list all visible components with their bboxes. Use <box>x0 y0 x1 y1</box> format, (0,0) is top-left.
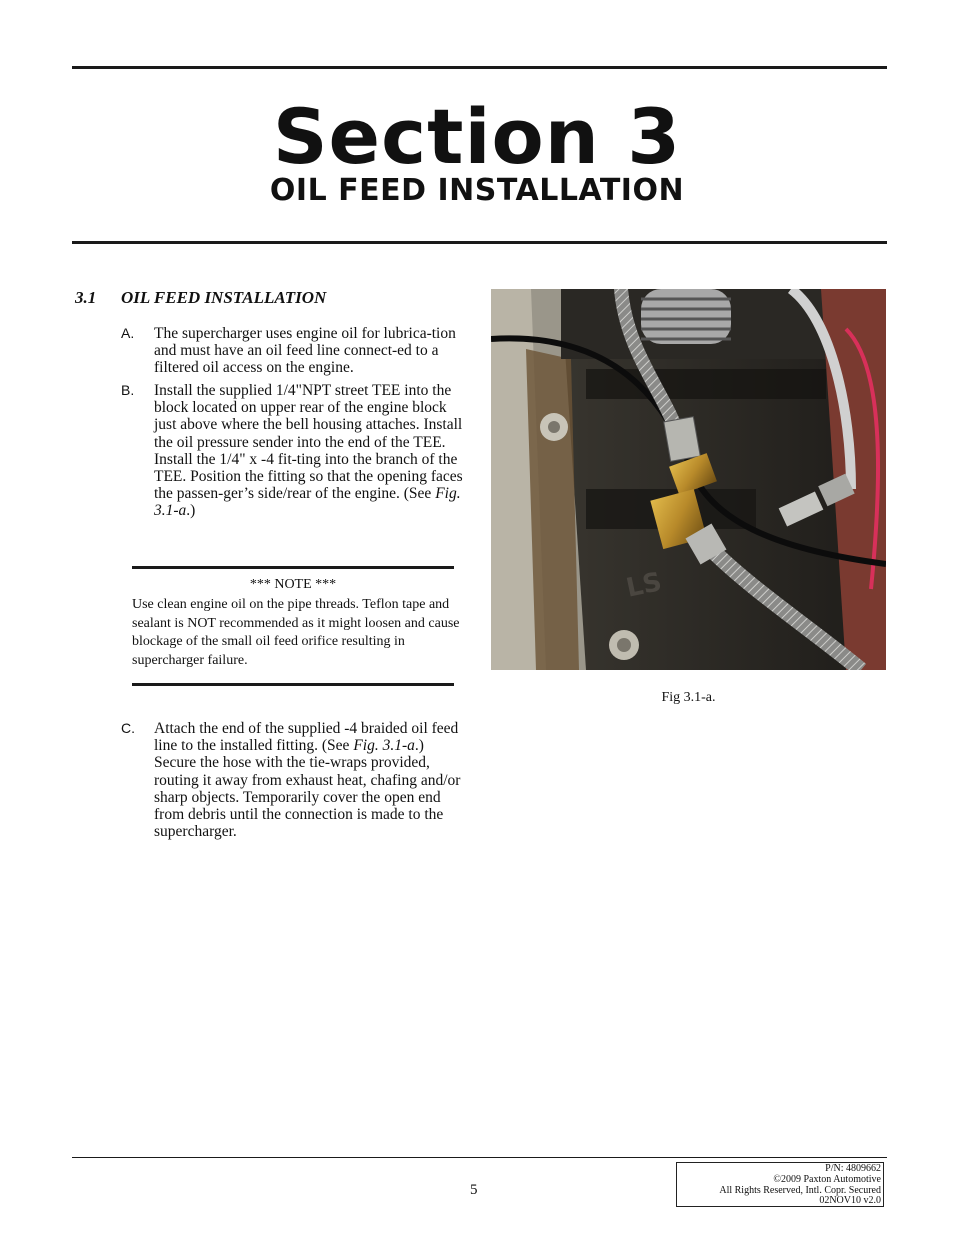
footer-rule <box>72 1157 887 1158</box>
figure-caption: Fig 3.1-a. <box>661 690 716 705</box>
note-bottom-rule <box>132 683 454 686</box>
step-c <box>121 720 466 840</box>
step-b-text: Install the supplied 1/4"NPT street TEE into the block located on upper rear of the engine block just above where the bell housing attaches. Install the oil pressure sender into the end of the TEE. Install the 1/4" x -4 fit-ting into the branch of the TEE. Position the fitting so that the opening faces the passen-ger’s side/rear of the engine. (See Fig. 3.1-a.) <box>154 382 463 520</box>
section-heading <box>75 288 326 308</box>
copyright-box <box>676 1162 884 1207</box>
step-b-letter: B. <box>121 382 135 398</box>
step-a-text: The supercharger uses engine oil for lubrica-tion and must have an oil feed line connect-ed to a filtered oil access on the engine. <box>154 325 456 377</box>
engine-photo-illustration <box>491 289 886 670</box>
version-line: 02NOV10 v2.0 <box>819 1195 881 1207</box>
copyright-line: ©2009 Paxton Automotive <box>773 1173 881 1185</box>
step-a-letter: A. <box>121 325 135 341</box>
header-bottom-rule <box>72 241 887 244</box>
note-body: Use clean engine oil on the pipe threads. Teflon tape and sealant is NOT recommended as it might loosen and cause blockage of the small oil feed orifice resulting in supercharger failure. <box>132 597 460 668</box>
step-a <box>121 325 466 377</box>
fig-reference: Fig. 3.1-a <box>154 485 461 520</box>
part-number: P/N: 4809662 <box>825 1163 881 1174</box>
step-c-text: Attach the end of the supplied -4 braided oil feed line to the installed fitting. (See Fig. 3.1-a.) Secure the hose with the tie-wraps provided, routing it away from exhaust heat, chafing and/or sharp objects. Temporarily cover the open end from debris until the connection is made to the supercharger. <box>154 720 461 841</box>
section-number: 3.1 <box>75 288 97 307</box>
section-subtitle: OIL FEED INSTALLATION <box>269 173 685 208</box>
section-title: Section 3 <box>272 92 682 181</box>
note-title: *** NOTE *** <box>249 577 337 592</box>
header-top-rule <box>72 66 887 69</box>
note-top-rule <box>132 566 454 569</box>
section-heading-text: OIL FEED INSTALLATION <box>121 288 327 307</box>
step-b <box>121 382 466 520</box>
rights-line: All Rights Reserved, Intl. Copr. Secured <box>719 1184 881 1196</box>
page-number: 5 <box>470 1182 478 1198</box>
block-stamp: LS <box>623 567 665 604</box>
engine-photo <box>491 289 886 670</box>
step-c-letter: C. <box>121 720 135 736</box>
fig-reference: Fig. 3.1-a <box>353 737 415 755</box>
